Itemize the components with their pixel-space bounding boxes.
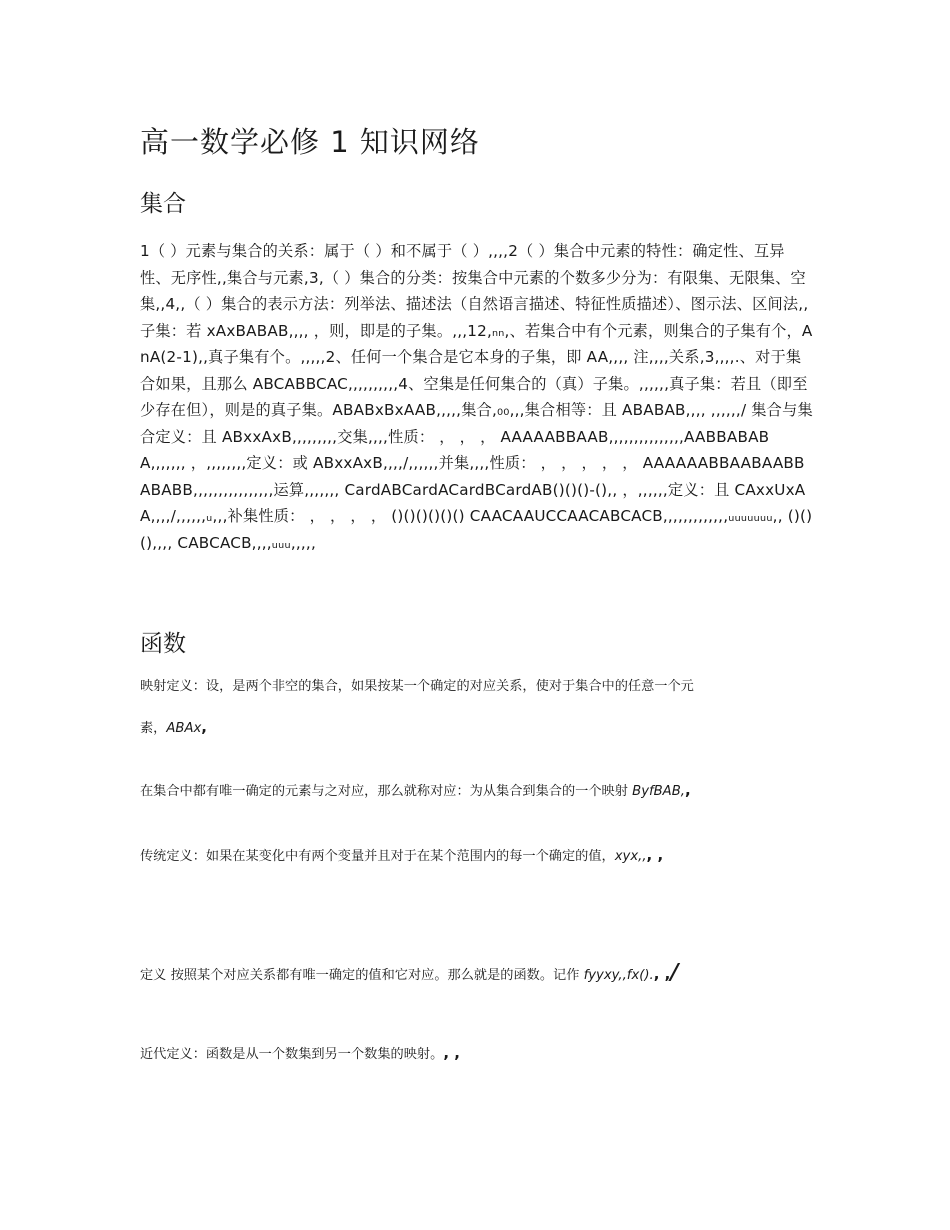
function-definition-line xyxy=(140,960,820,986)
mapping-definition-mark: , xyxy=(201,718,207,736)
mapping-definition-line xyxy=(140,677,820,697)
document-title: 高一数学必修 1 知识网络 xyxy=(140,125,480,159)
modern-definition-text: 近代定义：函数是从一个数集到另一个数集的映射。 xyxy=(140,1047,444,1062)
traditional-definition-mark: , , xyxy=(646,846,664,864)
modern-definition-mark: , , xyxy=(443,1044,460,1062)
mapping-definition-cont-text: 素， xyxy=(140,721,167,736)
section-title-sets: 集合 xyxy=(140,191,186,217)
traditional-definition-math: xyx,, xyxy=(614,849,647,864)
modern-definition-line xyxy=(140,1043,820,1065)
mapping-unique-line xyxy=(140,780,820,802)
function-definition-mark: , , xyxy=(653,965,671,983)
function-definition-mark-big: / xyxy=(667,960,682,985)
sets-paragraph: 1（ ）元素与集合的关系：属于（ ）和不属于（ ）,,,,2（ ）集合中元素的特性：确定性、互异性、无序性,,集合与元素,3,（ ）集合的分类：按集合中元素的个数多少分为：有限集、无限集、空集,,4,,（ ）集合的表示方法：列举法、描述法（自然语言描述、特征性质描述）、图示法、区间法,,子集：若 xAxBABAB,,,, ，则，即是的子集。,,,12,ₙₙ,、若集合中有个元素，则集合的子集有个，AnA(2-1),,真子集有个。,,,,,2、任何一个集合是它本身的子集，即 AA,,,, 注,,,,关系,3,,,,.、对于集合如果，且那么 ABCABBCAC,,,,,,,,,,4、空集是任何集合的（真）子集。,,,,,,真子集：若且（即至少存在但），则是的真子集。ABABxBxAAB,,,,,集合,₀₀,,,集合相等：且 ABABAB,,,, ,,,,,,/ 集合与集合定义：且 ABxxAxB,,,,,,,,,交集,,,,性质： ， ， ， AAAAABBAAB,,,,,,,,,,,,,,,AABBABABA,,,,,,, ，,,,,,,,,定义：或 ABxxAxB,,,,/,,,,,,并集,,,,性质： ， ， ， ， ， AAAAAABBAABAABBABABB,,,,,,,,,,,,,,,,运算,,,,,,, CardABCardACardBCardAB()()()-(),, ，,,,,,,定义：且 CAxxUxAA,,,,/,,,,,,ᵤ,,,补集性质： ， ， ， ， ()()()()()() CAACAAUCCAACABCACB,,,,,,,,,,,,,ᵤᵤᵤᵤᵤᵤᵤ,, ()()(),,,, CABCACB,,,,ᵤᵤᵤ,,,,, xyxy=(140,242,813,552)
traditional-definition-line xyxy=(140,845,820,867)
mapping-unique-mark: , xyxy=(684,781,691,799)
mapping-definition-text: 映射定义：设，是两个非空的集合，如果按某一个确定的对应关系，使对于集合中的任意一个元 xyxy=(140,679,694,694)
mapping-definition-cont-line xyxy=(140,717,820,739)
function-definition-text: 定义 按照某个对应关系都有唯一确定的值和它对应。那么就是的函数。记作 xyxy=(140,968,584,983)
section-title-functions: 函数 xyxy=(140,631,186,657)
mapping-unique-text: 在集合中都有唯一确定的元素与之对应，那么就称对应：为从集合到集合的一个映射 xyxy=(140,784,633,799)
mapping-definition-math: ABAx xyxy=(166,721,202,736)
traditional-definition-text: 传统定义：如果在某变化中有两个变量并且对于在某个范围内的每一个确定的值， xyxy=(140,849,615,864)
function-definition-math: fyyxy,,fx(). xyxy=(583,968,654,983)
mapping-unique-math: ByfBAB, xyxy=(632,784,685,799)
